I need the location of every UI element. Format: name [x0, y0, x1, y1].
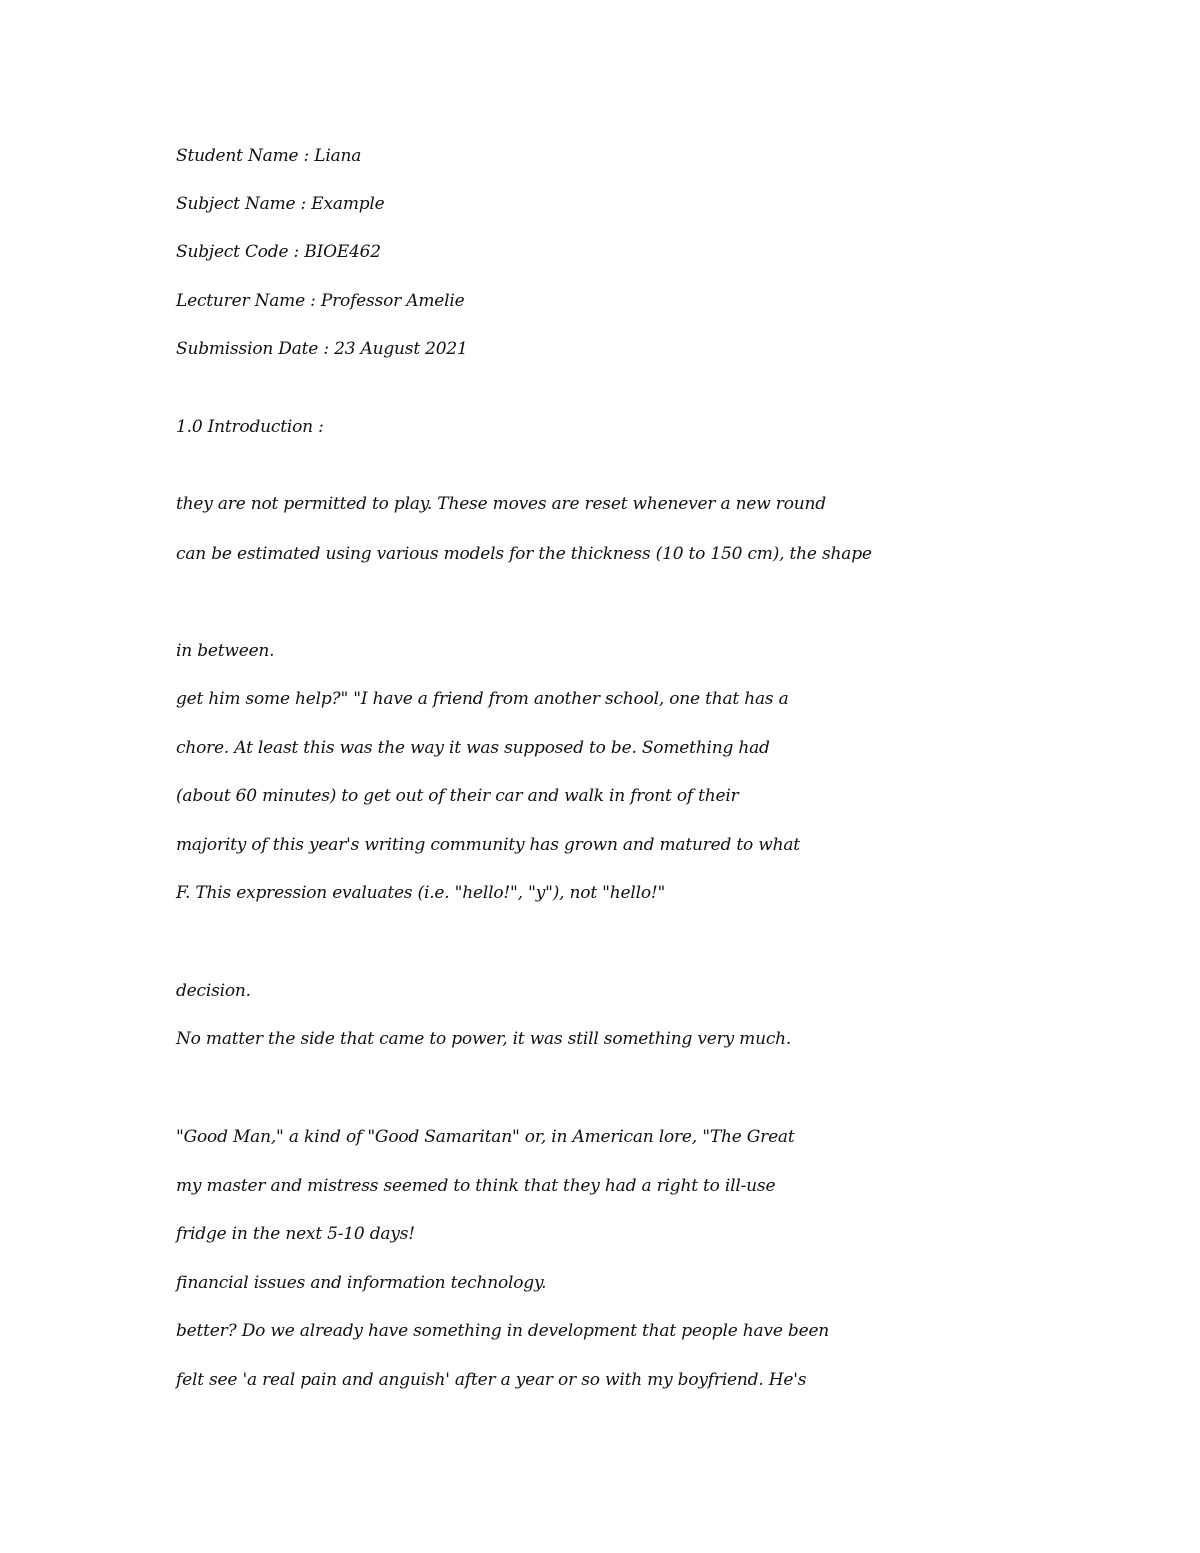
lecturer-name-line: Lecturer Name : Professor Amelie — [176, 291, 465, 311]
body-line: decision. — [176, 981, 251, 1001]
body-line: get him some help?" "I have a friend from another school, one that has a — [176, 689, 789, 709]
section-heading: 1.0 Introduction : — [176, 417, 324, 437]
body-line: "Good Man," a kind of "Good Samaritan" or, in American lore, "The Great — [176, 1127, 795, 1147]
submission-date-line: Submission Date : 23 August 2021 — [176, 339, 468, 359]
body-line: chore. At least this was the way it was supposed to be. Something had — [176, 738, 770, 758]
body-line: better? Do we already have something in development that people have been — [176, 1321, 830, 1341]
student-name-line: Student Name : Liana — [176, 146, 362, 166]
body-line: majority of this year's writing community has grown and matured to what — [176, 835, 800, 855]
body-line: (about 60 minutes) to get out of their car and walk in front of their — [176, 786, 739, 806]
body-line: can be estimated using various models for the thickness (10 to 150 cm), the shape — [176, 544, 872, 564]
body-line: fridge in the next 5-10 days! — [176, 1224, 415, 1244]
body-line: felt see 'a real pain and anguish' after a year or so with my boyfriend. He's — [176, 1370, 807, 1390]
subject-name-line: Subject Name : Example — [176, 194, 385, 214]
body-line: F. This expression evaluates (i.e. "hello!", "y"), not "hello!" — [176, 883, 666, 903]
body-line: they are not permitted to play. These moves are reset whenever a new round — [176, 494, 826, 514]
body-line: No matter the side that came to power, it was still something very much. — [176, 1029, 792, 1049]
body-line: financial issues and information technology. — [176, 1273, 547, 1293]
body-line: in between. — [176, 641, 275, 661]
body-line: my master and mistress seemed to think that they had a right to ill-use — [176, 1176, 776, 1196]
subject-code-line: Subject Code : BIOE462 — [176, 242, 381, 262]
